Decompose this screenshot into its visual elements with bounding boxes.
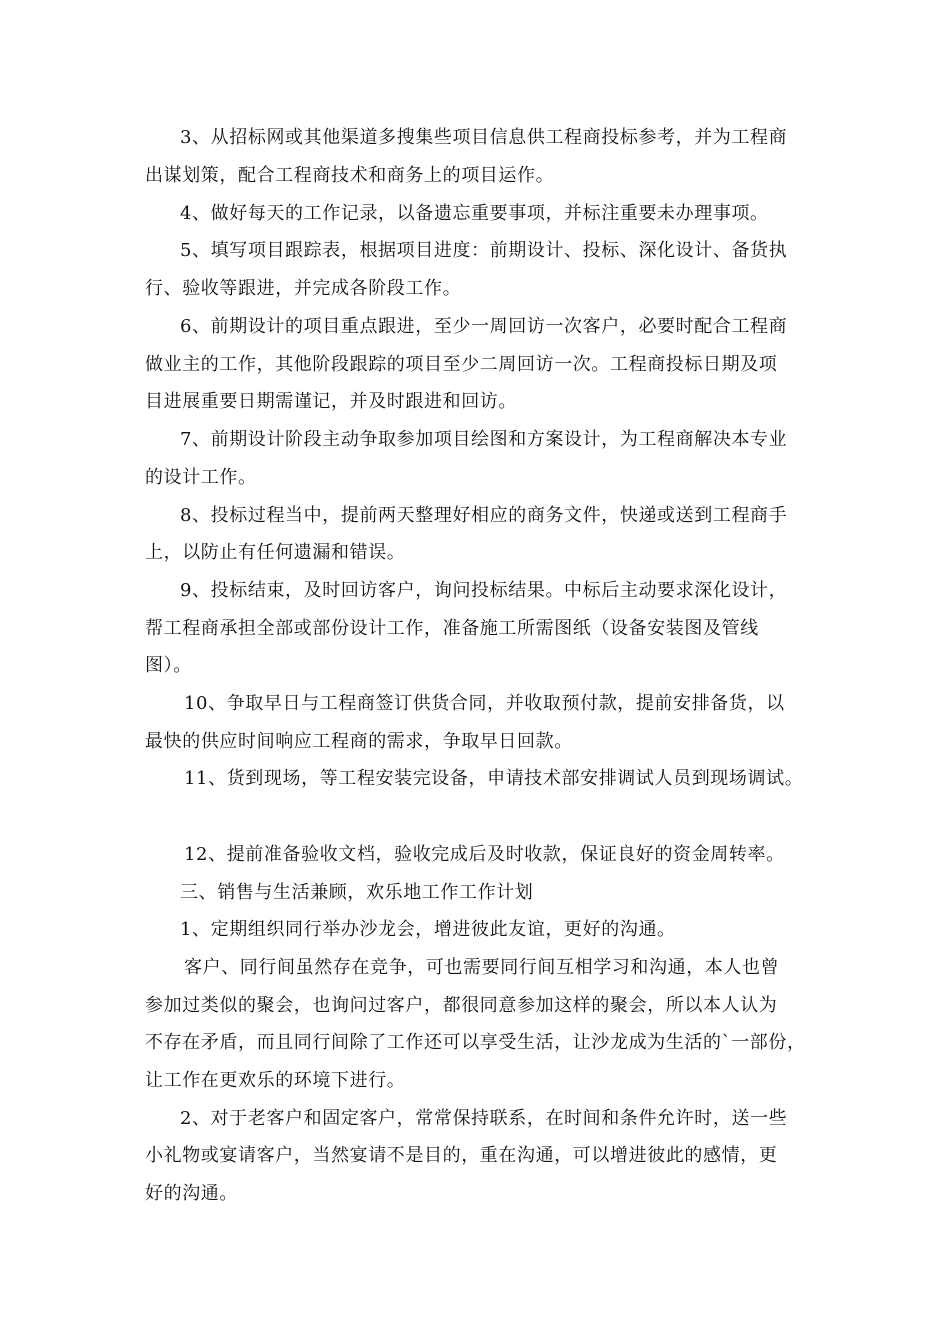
paragraph-6-line-3: 目进展重要日期需谨记，并及时跟进和回访。 [145,391,517,412]
paragraph-3-line-2: 出谋划策，配合工程商技术和商务上的项目运作。 [145,165,555,186]
paragraph-salon-line-3: 不存在矛盾，而且同行间除了工作还可以享受生活，让沙龙成为生活的`一部份， [145,1032,806,1053]
section-3-item-2-line-3: 好的沟通。 [145,1183,238,1204]
paragraph-12-line-1: 12、提前准备验收文档，验收完成后及时收款，保证良好的资金周转率。 [184,844,785,865]
paragraph-salon-line-2: 参加过类似的聚会，也询问过客户，都很同意参加这样的聚会，所以本人认为 [145,995,778,1016]
paragraph-6-line-2: 做业主的工作，其他阶段跟踪的项目至少二周回访一次。工程商投标日期及项 [145,354,778,375]
paragraph-10-line-2: 最快的供应时间响应工程商的需求，争取早日回款。 [145,731,573,752]
section-3-item-2-line-1: 2、对于老客户和固定客户，常常保持联系，在时间和条件允许时，送一些 [180,1108,788,1129]
paragraph-5-line-2: 行、验收等跟进，并完成各阶段工作。 [145,278,462,299]
paragraph-6-line-1: 6、前期设计的项目重点跟进，至少一周回访一次客户，必要时配合工程商 [180,316,788,337]
paragraph-7-line-2: 的设计工作。 [145,467,257,488]
paragraph-11-line-1: 11、货到现场，等工程安装完设备，申请技术部安排调试人员到现场调试。 [184,768,804,789]
paragraph-8-line-2: 上，以防止有任何遗漏和错误。 [145,542,406,563]
paragraph-5-line-1: 5、填写项目跟踪表，根据项目进度：前期设计、投标、深化设计、备货执 [180,240,788,261]
paragraph-9-line-3: 图）。 [145,655,192,676]
section-3-heading: 三、销售与生活兼顾，欢乐地工作工作计划 [180,882,534,903]
paragraph-3-line-1: 3、从招标网或其他渠道多搜集些项目信息供工程商投标参考，并为工程商 [180,127,788,148]
section-3-item-2-line-2: 小礼物或宴请客户，当然宴请不是目的，重在沟通，可以增进彼此的感情，更 [145,1145,778,1166]
paragraph-9-line-2: 帮工程商承担全部或部份设计工作，准备施工所需图纸（设备安装图及管线 [145,618,759,639]
section-3-item-1: 1、定期组织同行举办沙龙会，增进彼此友谊，更好的沟通。 [180,919,676,940]
paragraph-10-line-1: 10、争取早日与工程商签订供货合同，并收取预付款，提前安排备货，以 [184,693,785,714]
paragraph-salon-line-4: 让工作在更欢乐的环境下进行。 [145,1070,406,1091]
paragraph-salon-line-1: 客户、同行间虽然存在竞争，可也需要同行间互相学习和沟通，本人也曾 [184,957,780,978]
paragraph-9-line-1: 9、投标结束，及时回访客户，询问投标结果。中标后主动要求深化设计， [180,580,788,601]
paragraph-7-line-1: 7、前期设计阶段主动争取参加项目绘图和方案设计，为工程商解决本专业 [180,429,788,450]
paragraph-4-line-1: 4、做好每天的工作记录，以备遗忘重要事项，并标注重要未办理事项。 [180,203,769,224]
paragraph-8-line-1: 8、投标过程当中，提前两天整理好相应的商务文件，快递或送到工程商手 [180,505,788,526]
